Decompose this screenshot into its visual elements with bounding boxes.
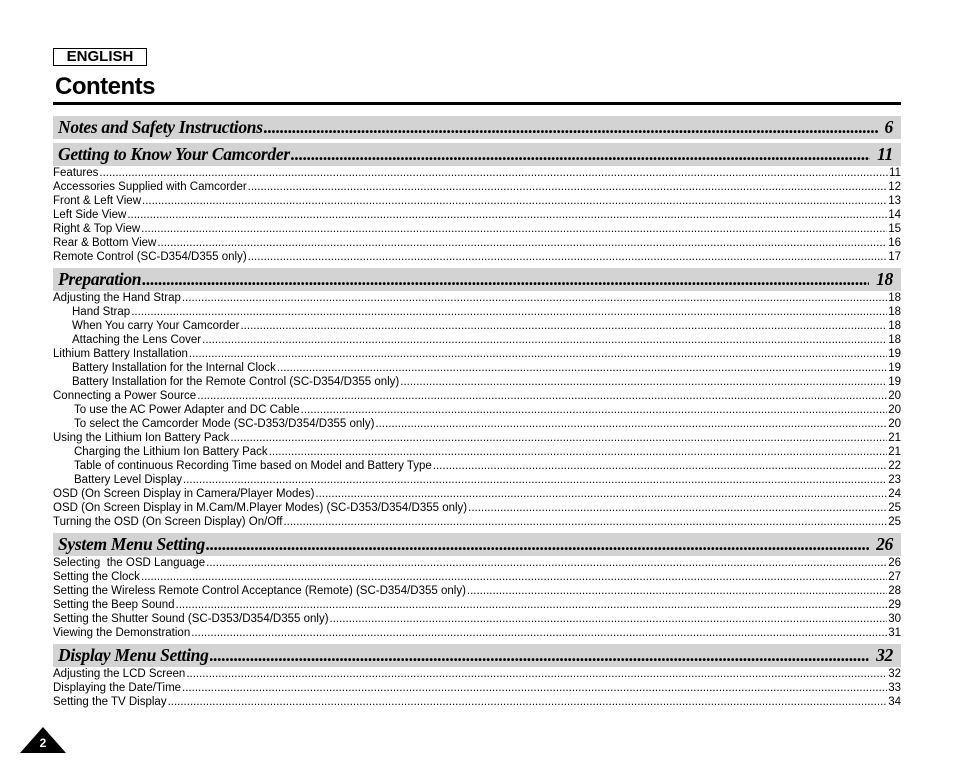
toc-entry[interactable] — [53, 459, 901, 473]
toc-entry-page-number: 21 — [888, 446, 901, 458]
toc-entry-label: Selecting the OSD Language — [53, 557, 206, 569]
toc-entry[interactable] — [53, 389, 901, 403]
toc-entry-label: Remote Control (SC-D354/D355 only) — [53, 251, 247, 263]
toc-entry-page-number: 31 — [888, 627, 901, 639]
page-title: Contents — [55, 73, 155, 100]
section-title: Notes and Safety Instructions — [58, 117, 263, 137]
section-heading[interactable] — [53, 644, 901, 667]
toc-entry-page-number: 18 — [888, 334, 901, 346]
dot-leader — [189, 347, 887, 361]
dot-leader — [210, 644, 870, 667]
toc-entry-page-number: 29 — [888, 599, 901, 611]
dot-leader — [240, 319, 887, 333]
dot-leader — [248, 250, 888, 264]
toc-entry-page-number: 27 — [888, 571, 901, 583]
toc-entry-page-number: 15 — [888, 223, 901, 235]
toc-entry-label: Rear & Bottom View — [53, 237, 157, 249]
toc-entry-page-number: 12 — [888, 181, 901, 193]
toc-entry-page-number: 13 — [888, 195, 901, 207]
toc-entry[interactable] — [53, 222, 901, 236]
toc-entry-label: When You carry Your Camcorder — [72, 320, 240, 332]
toc-entry[interactable] — [53, 403, 901, 417]
section-heading[interactable] — [53, 268, 901, 291]
toc-entry[interactable] — [53, 180, 901, 194]
toc-entry-page-number: 21 — [888, 432, 901, 444]
toc-entry-page-number: 25 — [888, 502, 901, 514]
dot-leader — [330, 612, 888, 626]
section-heading[interactable] — [53, 116, 901, 139]
toc-entry[interactable] — [53, 681, 901, 695]
section-page-number: 32 — [876, 645, 893, 665]
toc-entry-label: Connecting a Power Source — [53, 390, 197, 402]
dot-leader — [127, 208, 887, 222]
toc-entry-label: OSD (On Screen Display in M.Cam/M.Player Modes) (SC-D353/D354/D355 only) — [53, 502, 468, 514]
toc-entry-label: Right & Top View — [53, 223, 141, 235]
section-title: System Menu Setting — [58, 534, 205, 554]
toc-entry[interactable] — [53, 501, 901, 515]
toc-entry[interactable] — [53, 319, 901, 333]
toc-entry-label: Displaying the Date/Time — [53, 682, 182, 694]
dot-leader — [141, 570, 887, 584]
toc-entry-label: Hand Strap — [72, 306, 131, 318]
toc-entry-label: Charging the Lithium Ion Battery Pack — [74, 446, 268, 458]
dot-leader — [283, 515, 887, 529]
toc-entry-label: To use the AC Power Adapter and DC Cable — [74, 404, 300, 416]
section-page-number: 11 — [877, 144, 893, 164]
dot-leader — [141, 222, 887, 236]
toc-entry[interactable] — [53, 417, 901, 431]
toc-entry-page-number: 33 — [888, 682, 901, 694]
toc-entry[interactable] — [53, 305, 901, 319]
toc-entry[interactable] — [53, 667, 901, 681]
dot-leader — [433, 459, 887, 473]
dot-leader — [99, 166, 888, 180]
dot-leader — [183, 473, 887, 487]
toc-entry-label: Table of continuous Recording Time based on Model and Battery Type — [74, 460, 432, 472]
toc-entry[interactable] — [53, 695, 901, 709]
toc-entry-label: Adjusting the LCD Screen — [53, 668, 186, 680]
toc-entry[interactable] — [53, 236, 901, 250]
toc-entry[interactable] — [53, 333, 901, 347]
toc-entry-page-number: 26 — [888, 557, 901, 569]
toc-entry-page-number: 20 — [888, 418, 901, 430]
toc-entry-page-number: 17 — [888, 251, 901, 263]
dot-leader — [142, 268, 869, 291]
toc-entry[interactable] — [53, 473, 901, 487]
toc-entry-label: To select the Camcorder Mode (SC-D353/D354/D355 only) — [74, 418, 375, 430]
toc-entry-label: Setting the Wireless Remote Control Acceptance (Remote) (SC-D354/D355 only) — [53, 585, 466, 597]
toc-entry[interactable] — [53, 208, 901, 222]
toc-entry-label: Setting the Beep Sound — [53, 599, 175, 611]
toc-entry-page-number: 24 — [888, 488, 901, 500]
dot-leader — [206, 556, 887, 570]
toc-entry-page-number: 22 — [888, 460, 901, 472]
toc-entry[interactable] — [53, 375, 901, 389]
toc-entry-label: Adjusting the Hand Strap — [53, 292, 181, 304]
dot-leader — [248, 180, 888, 194]
dot-leader — [142, 194, 887, 208]
dot-leader — [197, 389, 887, 403]
section-heading[interactable] — [53, 533, 901, 556]
dot-leader — [191, 626, 887, 640]
toc-entry-page-number: 18 — [888, 306, 901, 318]
toc-entry-page-number: 19 — [888, 376, 901, 388]
toc-entry[interactable] — [53, 612, 901, 626]
toc-entry-label: Using the Lithium Ion Battery Pack — [53, 432, 230, 444]
section-title: Preparation — [58, 269, 142, 289]
page-number: 2 — [39, 736, 47, 750]
toc-entry-page-number: 18 — [888, 320, 901, 332]
toc-entry-label: Features — [53, 167, 99, 179]
section-page-number: 26 — [876, 534, 893, 554]
toc-entry[interactable] — [53, 626, 901, 640]
toc-entry-label: Lithium Battery Installation — [53, 348, 188, 360]
toc-entry-page-number: 32 — [888, 668, 901, 680]
toc-entry-label: Left Side View — [53, 209, 127, 221]
dot-leader — [131, 305, 887, 319]
toc-entry-page-number: 20 — [888, 390, 901, 402]
dot-leader — [291, 143, 870, 166]
toc-entry[interactable] — [53, 570, 901, 584]
dot-leader — [168, 695, 888, 709]
toc-entry-label: Setting the Shutter Sound (SC-D353/D354/D355 only) — [53, 613, 329, 625]
toc-entry-page-number: 23 — [888, 474, 901, 486]
dot-leader — [176, 598, 888, 612]
toc-entry[interactable] — [53, 598, 901, 612]
toc-entry-label: Battery Level Display — [74, 474, 183, 486]
toc-entry-label: Battery Installation for the Internal Clock — [72, 362, 276, 374]
toc-entry-label: Setting the Clock — [53, 571, 140, 583]
toc-entry-page-number: 34 — [888, 696, 901, 708]
section-heading[interactable] — [53, 143, 901, 166]
toc-entry[interactable] — [53, 194, 901, 208]
toc-entry-label: Setting the TV Display — [53, 696, 167, 708]
dot-leader — [301, 403, 888, 417]
toc-entry[interactable] — [53, 515, 901, 529]
section-page-number: 6 — [884, 117, 893, 137]
dot-leader — [157, 236, 887, 250]
dot-leader — [182, 681, 887, 695]
dot-leader — [375, 417, 887, 431]
dot-leader — [315, 487, 887, 501]
toc-entry-label: Accessories Supplied with Camcorder — [53, 181, 247, 193]
table-of-contents — [53, 116, 901, 709]
toc-entry-label: Viewing the Demonstration — [53, 627, 191, 639]
dot-leader — [468, 501, 887, 515]
toc-entry[interactable] — [53, 445, 901, 459]
dot-leader — [182, 291, 887, 305]
toc-entry[interactable] — [53, 166, 901, 180]
dot-leader — [186, 667, 887, 681]
toc-entry-page-number: 19 — [888, 362, 901, 374]
dot-leader — [206, 533, 869, 556]
toc-entry-label: Attaching the Lens Cover — [72, 334, 202, 346]
dot-leader — [269, 445, 888, 459]
dot-leader — [264, 116, 878, 139]
toc-entry[interactable] — [53, 584, 901, 598]
toc-entry-page-number: 20 — [888, 404, 901, 416]
dot-leader — [400, 375, 887, 389]
toc-entry-page-number: 18 — [888, 292, 901, 304]
dot-leader — [467, 584, 887, 598]
toc-entry-label: Turning the OSD (On Screen Display) On/Off — [53, 516, 283, 528]
toc-entry-label: OSD (On Screen Display in Camera/Player Modes) — [53, 488, 315, 500]
toc-entry-page-number: 11 — [889, 167, 901, 179]
toc-entry-label: Front & Left View — [53, 195, 141, 207]
toc-entry-page-number: 25 — [888, 516, 901, 528]
title-divider — [53, 102, 901, 105]
dot-leader — [202, 333, 887, 347]
toc-entry-page-number: 16 — [888, 237, 901, 249]
dot-leader — [277, 361, 887, 375]
toc-entry-page-number: 28 — [888, 585, 901, 597]
section-title: Getting to Know Your Camcorder — [58, 144, 290, 164]
toc-entry-page-number: 19 — [888, 348, 901, 360]
toc-entry[interactable] — [53, 431, 901, 445]
section-page-number: 18 — [876, 269, 893, 289]
dot-leader — [230, 431, 887, 445]
toc-entry-page-number: 14 — [888, 209, 901, 221]
toc-entry[interactable] — [53, 556, 901, 570]
toc-entry-label: Battery Installation for the Remote Control (SC-D354/D355 only) — [72, 376, 400, 388]
toc-entry[interactable] — [53, 361, 901, 375]
toc-entry[interactable] — [53, 250, 901, 264]
section-title: Display Menu Setting — [58, 645, 209, 665]
toc-entry[interactable] — [53, 487, 901, 501]
toc-entry[interactable] — [53, 291, 901, 305]
toc-entry-page-number: 30 — [888, 613, 901, 625]
language-label: ENGLISH — [53, 48, 147, 66]
toc-entry[interactable] — [53, 347, 901, 361]
